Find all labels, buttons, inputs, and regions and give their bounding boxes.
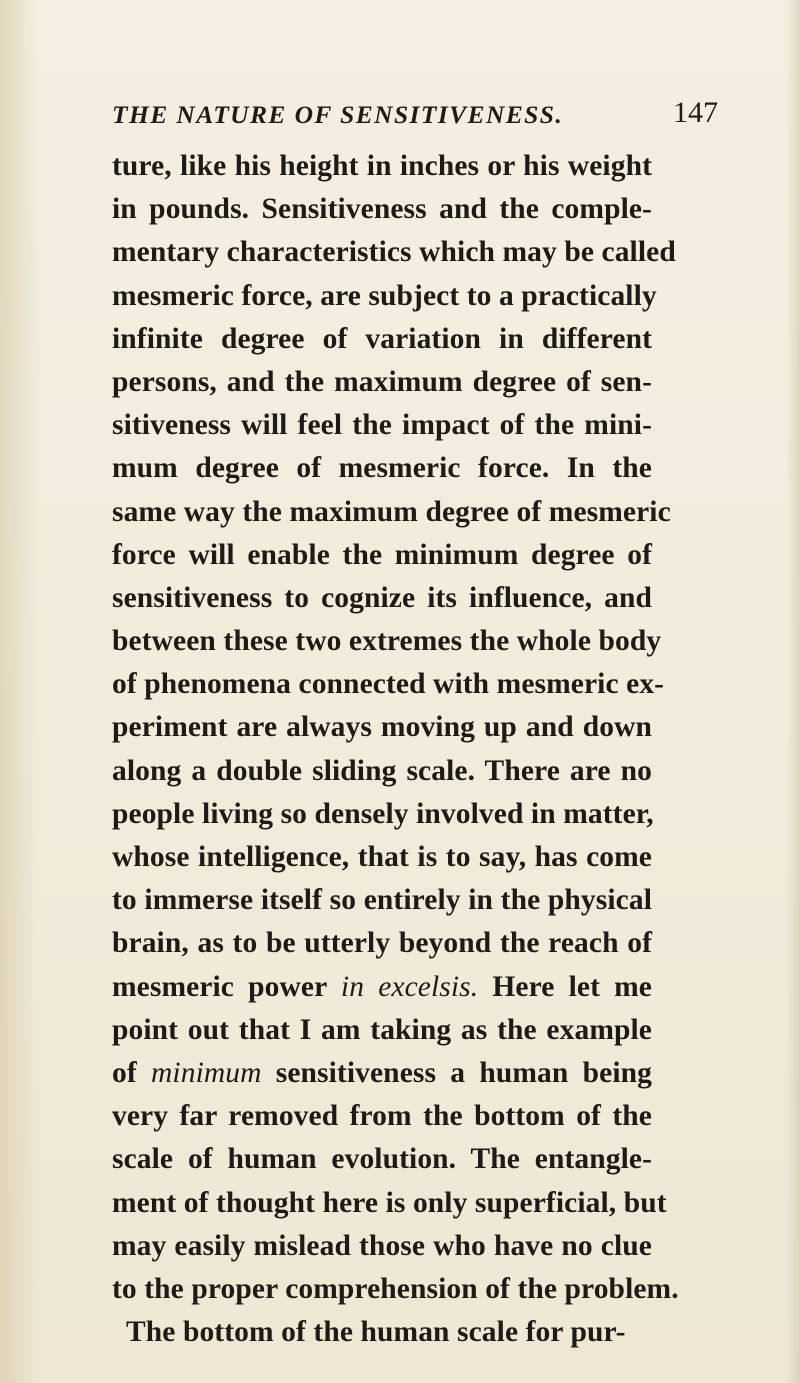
text-line: very far removed from the bottom of the <box>112 1100 652 1133</box>
text-line: point out that I am taking as the example <box>112 1013 652 1046</box>
italic-phrase: in excelsis. <box>340 970 479 1003</box>
text-line: force will enable the minimum degree of <box>112 538 652 571</box>
text-line: ment of thought here is only superficial, but <box>112 1186 667 1219</box>
text-line: scale of human evolution. The entangle- <box>112 1143 652 1176</box>
text-run: Here let me <box>478 970 653 1003</box>
text-line: mum degree of mesmeric force. In the <box>112 452 652 485</box>
text-line: ture, like his height in inches or his weight <box>112 150 652 182</box>
text-run: of <box>112 1056 152 1089</box>
text-line: people living so densely involved in matter, <box>112 797 654 830</box>
text-line: of phenomena connected with mesmeric ex- <box>112 668 665 701</box>
text-line: whose intelligence, that is to say, has come <box>112 841 652 873</box>
text-run: sensitiveness a human being <box>261 1056 652 1089</box>
text-line: sitiveness will feel the impact of the mini- <box>112 409 652 442</box>
text-line: in pounds. Sensitiveness and the comple- <box>112 193 652 226</box>
running-head-title: THE NATURE OF SENSITIVENESS. <box>112 100 564 129</box>
text-line: sensitiveness to cognize its influence, and <box>112 581 652 614</box>
text-line: mesmeric force, are subject to a practically <box>112 279 657 312</box>
running-head <box>112 95 718 135</box>
text-line: persons, and the maximum degree of sen- <box>112 365 652 398</box>
page-edge-shadow <box>786 0 800 1383</box>
text-line: between these two extremes the whole body <box>112 625 662 658</box>
text-line: periment are always moving up and down <box>112 711 652 744</box>
text-line: brain, as to be utterly beyond the reach of <box>112 927 652 960</box>
text-line: The bottom of the human scale for pur- <box>126 1316 626 1349</box>
text-line: same way the maximum degree of mesmeric <box>112 495 671 528</box>
text-line <box>112 966 652 1009</box>
text-line: infinite degree of variation in different <box>112 322 652 355</box>
body-text <box>112 145 679 1354</box>
text-line: to immerse itself so entirely in the physical <box>112 884 652 917</box>
page-number: 147 <box>673 96 718 129</box>
text-line: along a double sliding scale. There are no <box>112 754 652 787</box>
text-line: may easily mislead those who have no clue <box>112 1229 652 1262</box>
text-line <box>112 1052 652 1095</box>
text-line: to the proper comprehension of the problem. <box>112 1272 679 1305</box>
text-run: mesmeric power <box>112 970 341 1003</box>
text-line: mentary characteristics which may be called <box>112 236 676 269</box>
italic-phrase: minimum <box>151 1056 262 1089</box>
